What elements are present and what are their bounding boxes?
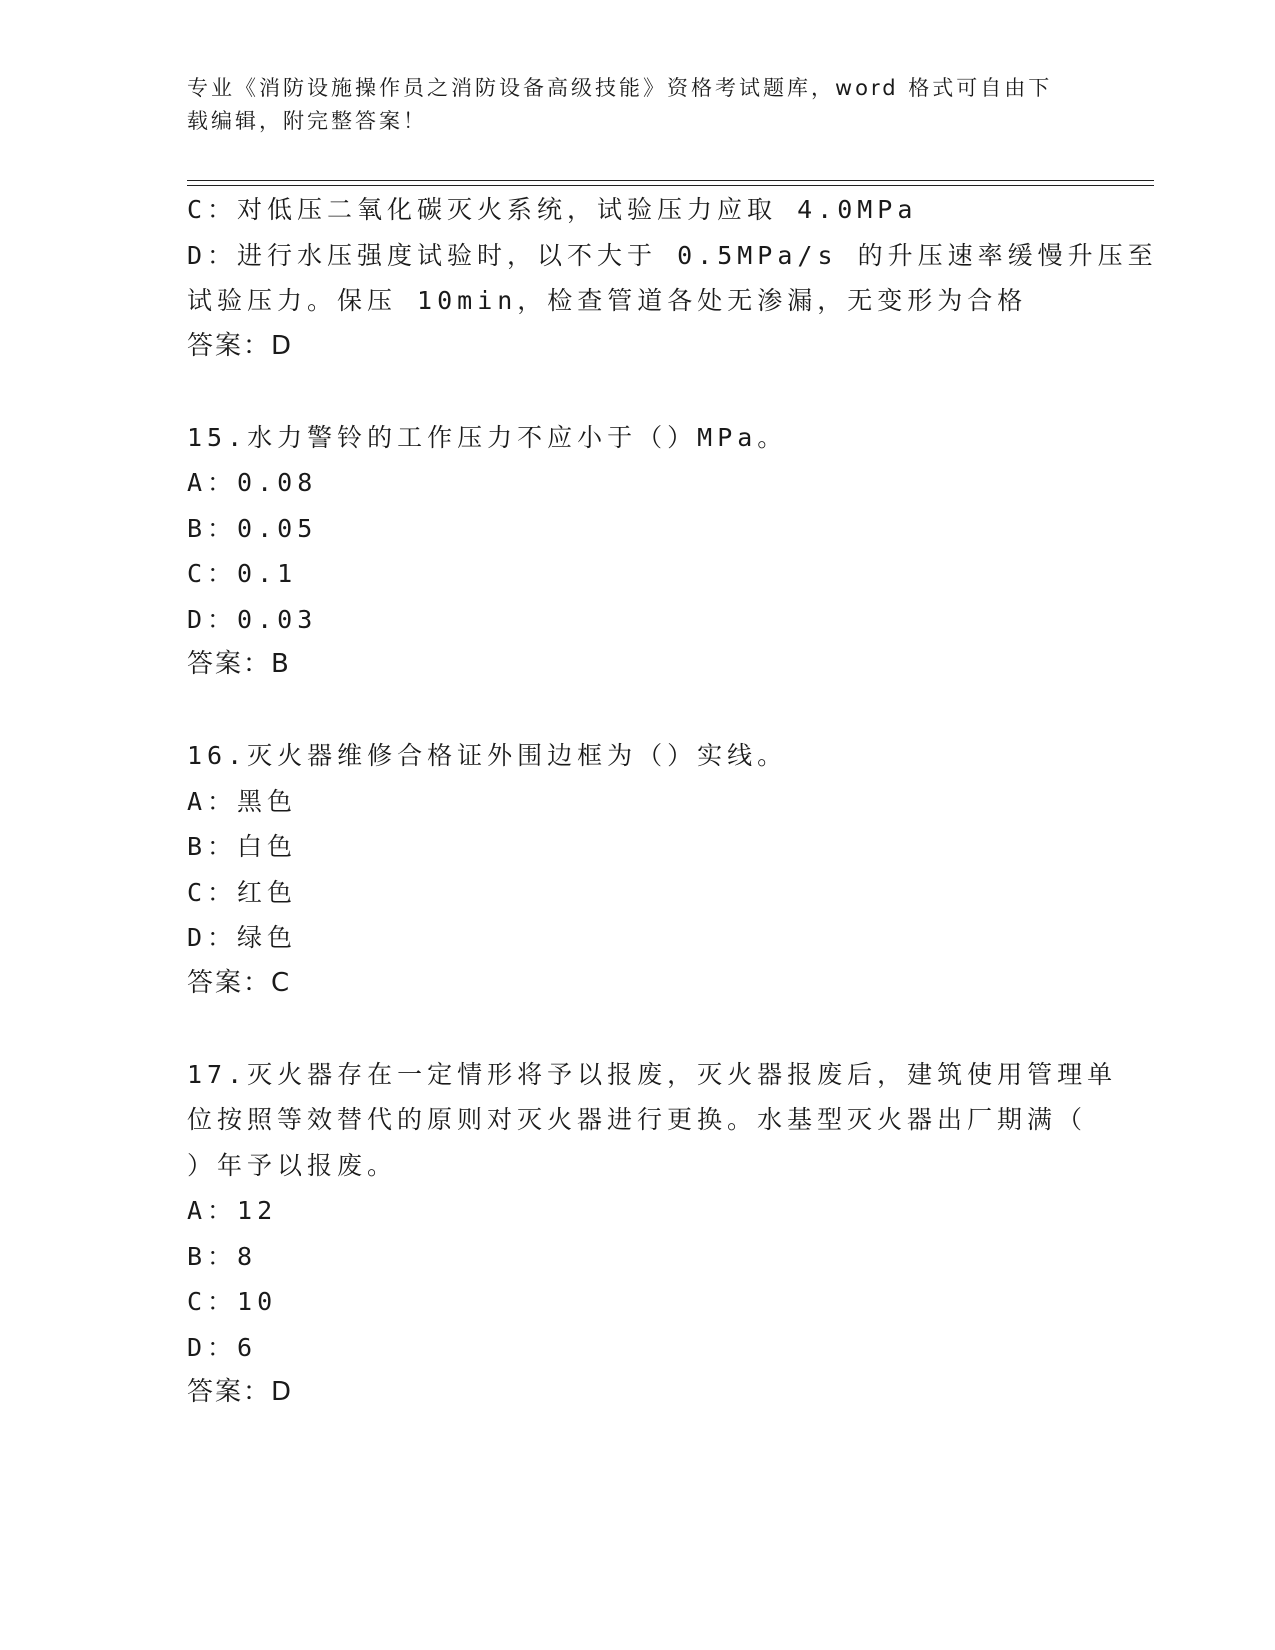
- question-15: [187, 415, 1087, 688]
- answer-line: 答案：C: [187, 967, 292, 998]
- option-a: A：0.08: [187, 468, 318, 497]
- option-c: C：10: [187, 1287, 278, 1316]
- option-d: D：进行水压强度试验时，以不大于 0.5MPa/s 的升压速率缓慢升压至: [187, 240, 1158, 270]
- question-stem: 16.灭火器维修合格证外围边框为（）实线。: [187, 741, 788, 770]
- option-b: B：8: [187, 1241, 258, 1271]
- question-17: [187, 1052, 1118, 1416]
- question-spacer: [187, 369, 1087, 415]
- option-b: B：0.05: [187, 513, 318, 543]
- answer-line: 答案：B: [187, 649, 291, 679]
- document-title: 专业《消防设施操作员之消防设备高级技能》资格考试题库，word 格式可自由下载编辑，附完整答案！: [187, 76, 1053, 133]
- header-divider-bottom: [187, 185, 1154, 186]
- option-c: C：0.1: [187, 559, 298, 588]
- question-stem: 17.灭火器存在一定情形将予以报废，灭火器报废后，建筑使用管理单: [187, 1059, 1118, 1089]
- option-d: D：6: [187, 1332, 258, 1362]
- option-d: D：绿色: [187, 923, 298, 952]
- option-c: C：对低压二氧化碳灭火系统，试验压力应取 4.0MPa: [187, 195, 918, 224]
- header-divider-top: [187, 180, 1154, 181]
- document-header: [187, 72, 1067, 138]
- option-a: A：12: [187, 1196, 278, 1225]
- question-spacer: [187, 688, 1087, 734]
- question-stem-continued: ）年予以报废。: [187, 1150, 398, 1180]
- question-continued: [187, 187, 1158, 369]
- answer-line: 答案：D: [187, 1377, 294, 1407]
- option-d-continued: 试验压力。保压 10min，检查管道各处无渗漏，无变形为合格: [187, 286, 1028, 315]
- option-a: A：黑色: [187, 786, 298, 816]
- question-stem: 15.水力警铃的工作压力不应小于（）MPa。: [187, 422, 788, 452]
- question-spacer: [187, 1006, 1087, 1052]
- question-list: [187, 187, 1158, 1416]
- option-d: D：0.03: [187, 604, 318, 634]
- question-stem-continued: 位按照等效替代的原则对灭火器进行更换。水基型灭火器出厂期满（: [187, 1105, 1088, 1134]
- option-b: B：白色: [187, 832, 298, 861]
- question-16: [187, 733, 1087, 1006]
- answer-line: 答案：D: [187, 330, 294, 361]
- option-c: C：红色: [187, 877, 298, 907]
